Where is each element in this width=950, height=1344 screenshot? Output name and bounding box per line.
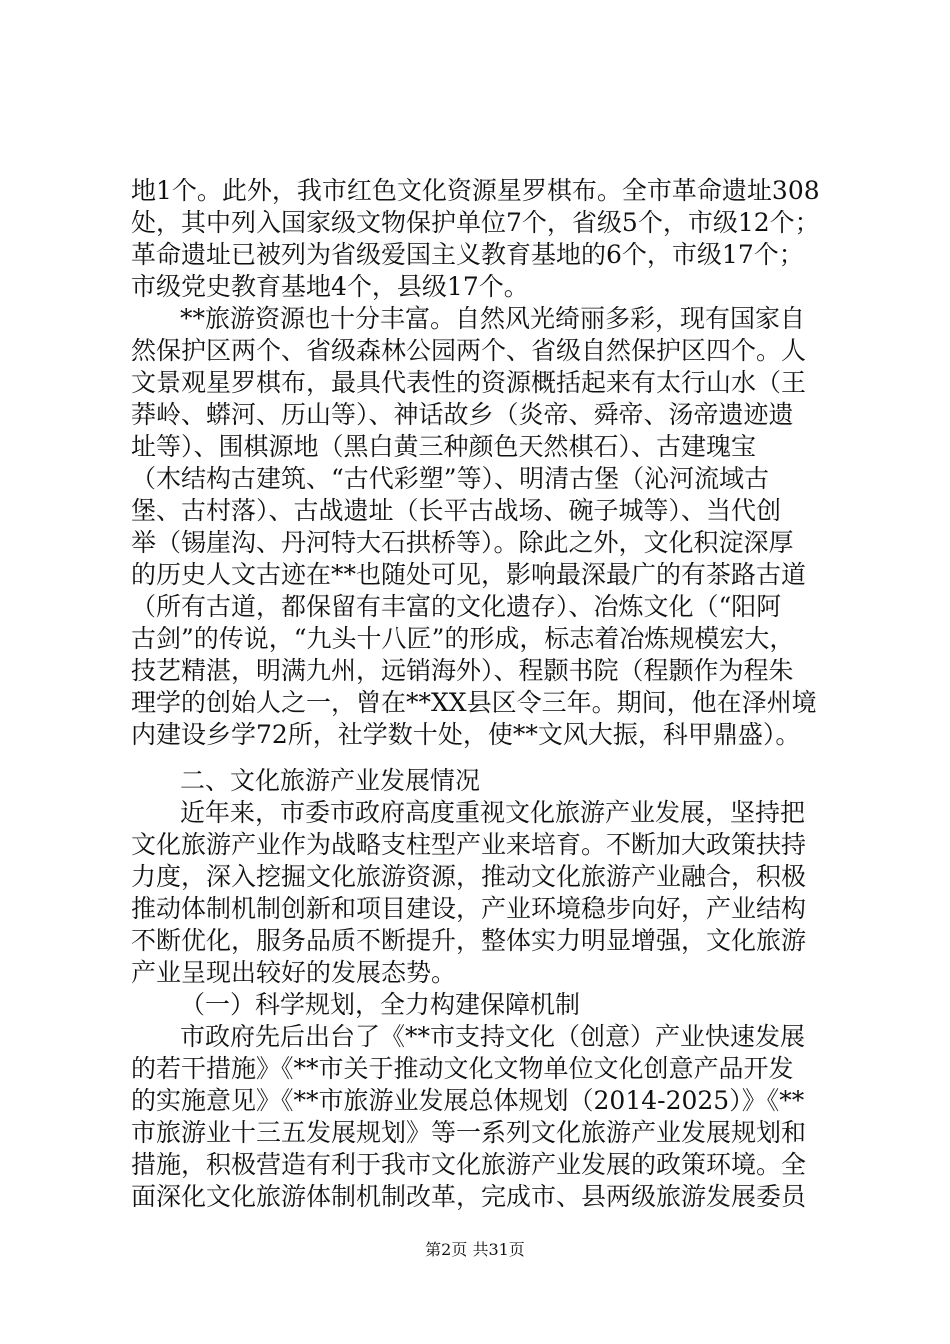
section-heading: 二、文化旅游产业发展情况 xyxy=(180,766,481,795)
text-line: 革命遗址已被列为省级爱国主义教育基地的6个，市级17个； xyxy=(131,240,804,269)
text-line: 措施，积极营造有利于我市文化旅游产业发展的政策环境。全 xyxy=(131,1150,807,1179)
text-line: 力度，深入挖掘文化旅游资源，推动文化旅游产业融合，积极 xyxy=(131,862,807,891)
text-line: 堡、古村落）、古战遗址（长平古战场、碗子城等）、当代创 xyxy=(131,496,782,525)
text-line: 的若干措施》《**市关于推动文化文物单位文化创意产品开发 xyxy=(131,1054,794,1083)
text-line: 不断优化，服务品质不断提升，整体实力明显增强，文化旅游 xyxy=(131,926,807,955)
text-line: （木结构古建筑、“古代彩塑”等）、明清古堡（沁河流域古 xyxy=(131,464,770,493)
text-line: 推动体制机制创新和项目建设，产业环境稳步向好，产业结构 xyxy=(131,894,807,923)
text-line: 近年来，市委市政府高度重视文化旅游产业发展，坚持把 xyxy=(180,798,806,827)
text-line: 文景观星罗棋布，最具代表性的资源概括起来有太行山水（王 xyxy=(131,368,807,397)
text-line: 举（锡崖沟、丹河特大石拱桥等）。除此之外，文化积淀深厚 xyxy=(131,528,794,557)
text-line: 内建设乡学72所，社学数十处，使**文风大振，科甲鼎盛）。 xyxy=(131,720,801,749)
text-line: 市旅游业十三五发展规划》等一系列文化旅游产业发展规划和 xyxy=(131,1118,807,1147)
text-line: （所有古道，都保留有丰富的文化遗存）、冶炼文化（“阳阿 xyxy=(131,592,782,621)
text-line: 址等）、围棋源地（黑白黄三种颜色天然棋石）、古建瑰宝 xyxy=(131,432,757,461)
text-line: 市政府先后出台了《**市支持文化（创意）产业快速发展 xyxy=(180,1022,806,1051)
text-line: 市级党史教育基地4个，县级17个。 xyxy=(131,272,529,301)
text-line: 的实施意见》《**市旅游业发展总体规划（2014-2025）》《** xyxy=(131,1086,805,1115)
subsection-heading: （一）科学规划，全力构建保障机制 xyxy=(180,990,581,1019)
text-line: 产业呈现出较好的发展态势。 xyxy=(131,958,457,987)
text-line: 的历史人文古迹在**也随处可见，影响最深最广的有茶路古道 xyxy=(131,560,807,589)
text-line: 莽岭、蟒河、历山等）、神话故乡（炎帝、舜帝、汤帝遗迹遗 xyxy=(131,400,794,429)
text-line: 面深化文化旅游体制机制改革，完成市、县两级旅游发展委员 xyxy=(131,1182,807,1211)
page-number-footer: 第2页 共31页 xyxy=(425,1240,525,1259)
text-line: 处，其中列入国家级文物保护单位7个，省级5个，市级12个； xyxy=(131,208,820,237)
text-line: 然保护区两个、省级森林公园两个、省级自然保护区四个。人 xyxy=(131,336,807,365)
text-line: 文化旅游产业作为战略支柱型产业来培育。不断加大政策扶持 xyxy=(131,830,807,859)
text-line: 古剑”的传说，“九头十八匠”的形成，标志着冶炼规模宏大， xyxy=(131,624,795,653)
text-line: 地1个。此外，我市红色文化资源星罗棋布。全市革命遗址308 xyxy=(131,176,820,205)
text-line: **旅游资源也十分丰富。自然风光绮丽多彩，现有国家自 xyxy=(180,304,806,333)
text-line: 技艺精湛，明满九州，远销海外）、程颢书院（程颢作为程朱 xyxy=(131,656,794,685)
text-line: 理学的创始人之一，曾在**XX县区令三年。期间，他在泽州境 xyxy=(131,688,817,717)
